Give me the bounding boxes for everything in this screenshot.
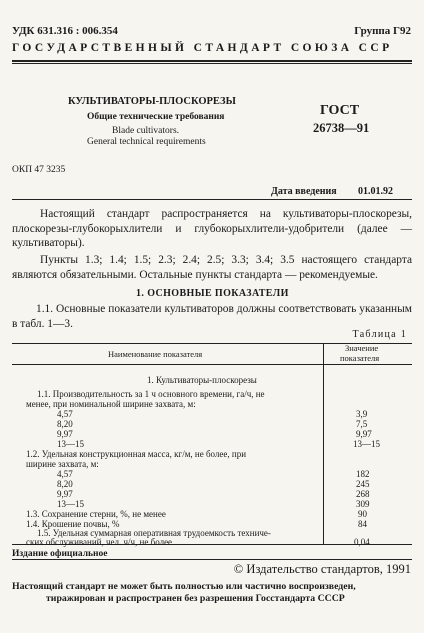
table-row: 8,20 [57, 479, 73, 489]
copyright-notice-line-1: Настоящий стандарт не может быть полностью или частично воспроизведен, [12, 581, 356, 592]
doc-subtitle: Общие технические требования [87, 112, 225, 122]
table-row: 1.4. Крошение почвы, % [26, 519, 120, 529]
table-header-value-2: показателя [340, 353, 380, 363]
table-row: ширине захвата, м: [26, 459, 99, 469]
table-row: 4,57 [57, 409, 73, 419]
table-value: 7,5 [356, 419, 368, 429]
table-rule-header [12, 364, 412, 365]
table-value: 0,04 [354, 537, 370, 547]
copyright: © Издательство стандартов, 1991 [233, 562, 411, 576]
table-row: 9,97 [57, 489, 73, 499]
banner-rule-bottom [12, 63, 412, 64]
table-value: 182 [356, 469, 370, 479]
intro-date-label: Дата введения [271, 186, 337, 197]
gost-label: ГОСТ [320, 103, 360, 118]
table-group-heading: 1. Культиваторы-плоскорезы [147, 375, 257, 385]
footer-rule [12, 559, 412, 560]
copyright-notice-line-2: тиражирован и распространен без разрешения Госстандарта СССР [46, 593, 345, 604]
table-value: 90 [358, 509, 367, 519]
banner-rule-top [12, 60, 412, 62]
group-code: Группа Г92 [354, 25, 411, 37]
table-header-name: Наименование показателя [108, 349, 203, 359]
table-caption: Таблица 1 [352, 329, 407, 340]
table-value: 13—15 [353, 439, 380, 449]
table-row: 8,20 [57, 419, 73, 429]
section-heading: 1. ОСНОВНЫЕ ПОКАЗАТЕЛИ [136, 288, 289, 299]
table-header-value-1: Значение [345, 343, 379, 353]
intro-date-value: 01.01.92 [358, 186, 393, 197]
table-row: 1.2. Удельная конструкционная масса, кг/м, не более, при [26, 449, 247, 459]
table-row: 1.1. Производительность за 1 ч основного времени, га/ч, не [37, 389, 265, 399]
table-row: 1.3. Сохранение стерни, %, не менее [26, 509, 166, 519]
udk-code: УДК 631.316 : 006.354 [12, 25, 118, 37]
scope-paragraph: Настоящий стандарт распространяется на культиваторы-плоскорезы, плоскорезы-глубокорыхлители и глубокорыхлители-удобрители (далее — культиваторы). [12, 208, 412, 249]
table-row: 1.5. Удельная суммарная оперативная трудоемкость техниче- [37, 528, 271, 538]
table-row: 13—15 [57, 499, 84, 509]
okp-code: ОКП 47 3235 [12, 165, 66, 175]
table-value: 268 [356, 489, 370, 499]
table-value: 9,97 [356, 429, 372, 439]
table-row: 9,97 [57, 429, 73, 439]
doc-title-en: Blade cultivators. [112, 126, 180, 136]
table-value: 309 [356, 499, 370, 509]
table-row: 13—15 [57, 439, 84, 449]
table-row: менее, при номинальной ширине захвата, м: [26, 399, 196, 409]
date-rule [12, 199, 412, 200]
mandatory-paragraph: Пункты 1.3; 1.4; 1.5; 2.3; 2.4; 2.5; 3.3; 3.4; 3.5 настоящего стандарта являются обязательными. Остальные пункты стандарта — рекомендуемые. [12, 254, 412, 281]
table-value: 3,9 [356, 409, 368, 419]
table-value: 84 [358, 519, 367, 529]
doc-subtitle-en: General technical requirements [87, 137, 206, 147]
table-column-divider [323, 343, 324, 544]
banner-title: ГОСУДАРСТВЕННЫЙ СТАНДАРТ СОЮЗА ССР [12, 42, 393, 54]
gost-number: 26738—91 [313, 121, 370, 135]
section-intro: 1.1. Основные показатели культиваторов должны соответствовать указанным в табл. 1—3. [12, 303, 412, 330]
table-value: 245 [356, 479, 370, 489]
official-edition: Издание официальное [12, 549, 108, 559]
doc-title: КУЛЬТИВАТОРЫ-ПЛОСКОРЕЗЫ [68, 96, 236, 107]
table-row: 4,57 [57, 469, 73, 479]
table-row: ских обслуживаний, чел. ч/ч, не более [26, 537, 173, 547]
